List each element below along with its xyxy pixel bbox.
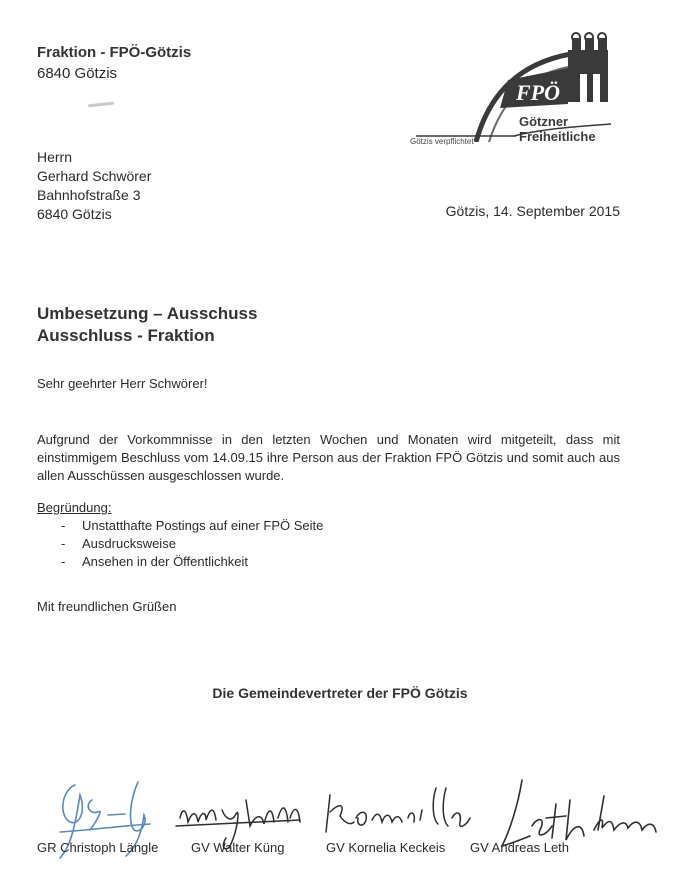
logo-name-line1: Götzner [519, 114, 569, 129]
signature-3 [326, 788, 470, 832]
reason-text: Ansehen in der Öffentlichkeit [82, 554, 248, 569]
subject-line2: Ausschluss - Fraktion [37, 326, 215, 345]
recipient-address [37, 148, 151, 224]
reasons-block [37, 499, 323, 571]
reason-item [37, 535, 323, 553]
reason-text: Unstatthafte Postings auf einer FPÖ Seite [82, 518, 324, 533]
subject-line1: Umbesetzung – Ausschuss [37, 304, 258, 323]
reasons-list [37, 517, 323, 571]
reason-dash: - [61, 518, 66, 533]
signatory-name: GV Kornelia Keckeis [326, 840, 446, 855]
sender-org: Fraktion - FPÖ-Götzis [37, 44, 192, 61]
closing: Mit freundlichen Grüßen [37, 599, 177, 614]
body-paragraph: Aufgrund der Vorkommnisse in den letzten Wochen und Monaten wird mitgeteilt, dass mit einstimmigem Beschluss vom 14.09.15 ihre Person aus der Fraktion FPÖ Götzis und somit auch aus allen Ausschüssen ausgeschlossen wurde. [37, 432, 620, 483]
sender-block [37, 42, 191, 84]
logo-tagline: Götzis verpflichtet [410, 137, 474, 146]
fpo-logo [396, 32, 636, 157]
recipient-street: Bahnhofstraße 3 [37, 187, 141, 203]
reason-dash: - [61, 554, 66, 569]
recipient-city: 6840 Götzis [37, 206, 112, 222]
recipient-name: Gerhard Schwörer [37, 168, 152, 184]
scan-mark [88, 102, 114, 108]
fpo-party-logo-icon [396, 32, 636, 142]
letter-date: Götzis, 14. September 2015 [445, 203, 620, 219]
logo-name [519, 114, 596, 144]
signature-4 [502, 780, 656, 846]
reason-item [37, 517, 323, 535]
salutation: Sehr geehrter Herr Schwörer! [37, 376, 208, 391]
signatory-name: GR Christoph Längle [37, 840, 159, 855]
reason-text: Ausdrucksweise [82, 536, 176, 551]
sender-city: 6840 Götzis [37, 65, 118, 82]
reason-item [37, 553, 323, 571]
recipient-salutation-line: Herrn [37, 149, 73, 165]
signatory-name: GV Walter Küng [191, 840, 285, 855]
reason-dash: - [61, 536, 66, 551]
reasons-heading: Begründung: [37, 500, 112, 515]
signatures [0, 760, 680, 870]
logo-name-line2: Freiheitliche [519, 129, 596, 144]
svg-text:FPÖ: FPÖ [516, 80, 560, 105]
signatory-name: GV Andreas Leth [470, 840, 570, 855]
subject [37, 303, 257, 347]
council-line: Die Gemeindevertreter der FPÖ Götzis [212, 685, 468, 701]
